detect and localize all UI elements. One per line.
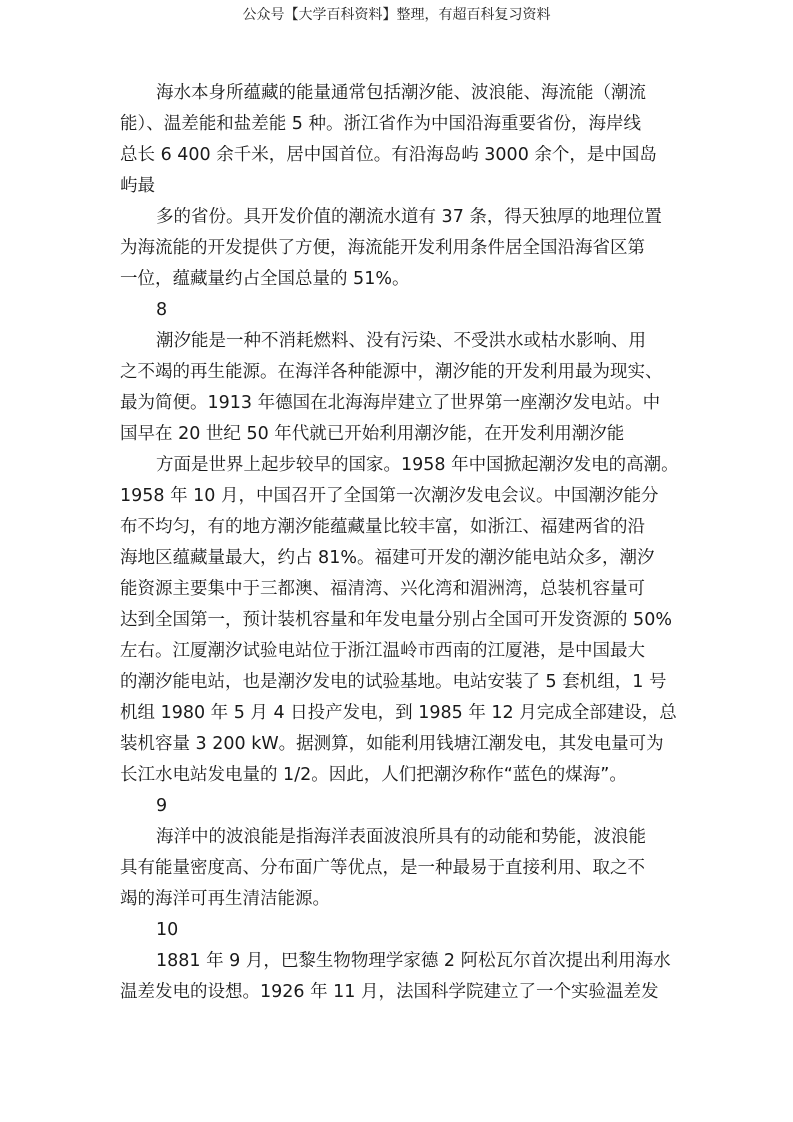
text-line: 达到全国第一，预计装机容量和年发电量分别占全国可开发资源的 50% bbox=[120, 610, 672, 630]
text-line: 方面是世界上起步较早的国家。1958 年中国掀起潮汐发电的高潮。 bbox=[156, 455, 679, 475]
text-line: 多的省份。具开发价值的潮流水道有 37 条，得天独厚的地理位置 bbox=[156, 207, 662, 227]
text-line: 能资源主要集中于三都澳、福清湾、兴化湾和湄洲湾，总装机容量可 bbox=[120, 579, 645, 599]
section-number: 9 bbox=[156, 796, 168, 816]
text-line: 海洋中的波浪能是指海洋表面波浪所具有的动能和势能，波浪能 bbox=[156, 827, 646, 847]
text-line: 装机容量 3 200 kW。据测算，如能利用钱塘江潮发电，其发电量可为 bbox=[120, 734, 664, 754]
text-line: 总长 6 400 余千米，居中国首位。有沿海岛屿 3000 余个，是中国岛 bbox=[120, 145, 657, 165]
text-line: 为海流能的开发提供了方便，海流能开发利用条件居全国沿海省区第 bbox=[120, 238, 645, 258]
text-line: 海地区蕴藏量最大，约占 81%。福建可开发的潮汐能电站众多，潮汐 bbox=[120, 548, 655, 568]
page-header: 公众号【大学百科资料】整理，有超百科复习资料 bbox=[242, 7, 551, 23]
text-line: 1958 年 10 月，中国召开了全国第一次潮汐发电会议。中国潮汐能分 bbox=[120, 486, 659, 506]
section-number: 8 bbox=[156, 300, 168, 320]
text-line: 左右。江厦潮汐试验电站位于浙江温岭市西南的江厦港，是中国最大 bbox=[120, 641, 645, 661]
text-line: 潮汐能是一种不消耗燃料、没有污染、不受洪水或枯水影响、用 bbox=[156, 331, 646, 351]
document-body bbox=[120, 78, 698, 1008]
section-number: 10 bbox=[156, 920, 179, 940]
text-line: 一位，蕴藏量约占全国总量的 51%。 bbox=[120, 269, 410, 289]
text-line: 的潮汐能电站，也是潮汐发电的试验基地。电站安装了 5 套机组，1 号 bbox=[120, 672, 667, 692]
text-line: 之不竭的再生能源。在海洋各种能源中，潮汐能的开发利用最为现实、 bbox=[120, 362, 663, 382]
text-line: 机组 1980 年 5 月 4 日投产发电，到 1985 年 12 月完成全部建设，总 bbox=[120, 703, 677, 723]
text-line: 具有能量密度高、分布面广等优点，是一种最易于直接利用、取之不 bbox=[120, 858, 645, 878]
text-line: 海水本身所蕴藏的能量通常包括潮汐能、波浪能、海流能（潮流 bbox=[156, 83, 646, 103]
text-line: 长江水电站发电量的 1/2。因此，人们把潮汐称作“蓝色的煤海”。 bbox=[120, 765, 627, 785]
text-line: 能）、温差能和盐差能 5 种。浙江省作为中国沿海重要省份，海岸线 bbox=[120, 114, 642, 134]
text-line: 竭的海洋可再生清洁能源。 bbox=[120, 889, 330, 909]
text-line: 布不均匀，有的地方潮汐能蕴藏量比较丰富，如浙江、福建两省的沿 bbox=[120, 517, 645, 537]
text-line: 国早在 20 世纪 50 年代就已开始利用潮汐能，在开发利用潮汐能 bbox=[120, 424, 625, 444]
text-line: 温差发电的设想。1926 年 11 月，法国科学院建立了一个实验温差发 bbox=[120, 982, 659, 1002]
text-line: 1881 年 9 月，巴黎生物物理学家德 2 阿松瓦尔首次提出利用海水 bbox=[156, 951, 671, 971]
text-line: 屿最 bbox=[120, 176, 155, 196]
text-line: 最为简便。1913 年德国在北海海岸建立了世界第一座潮汐发电站。中 bbox=[120, 393, 661, 413]
